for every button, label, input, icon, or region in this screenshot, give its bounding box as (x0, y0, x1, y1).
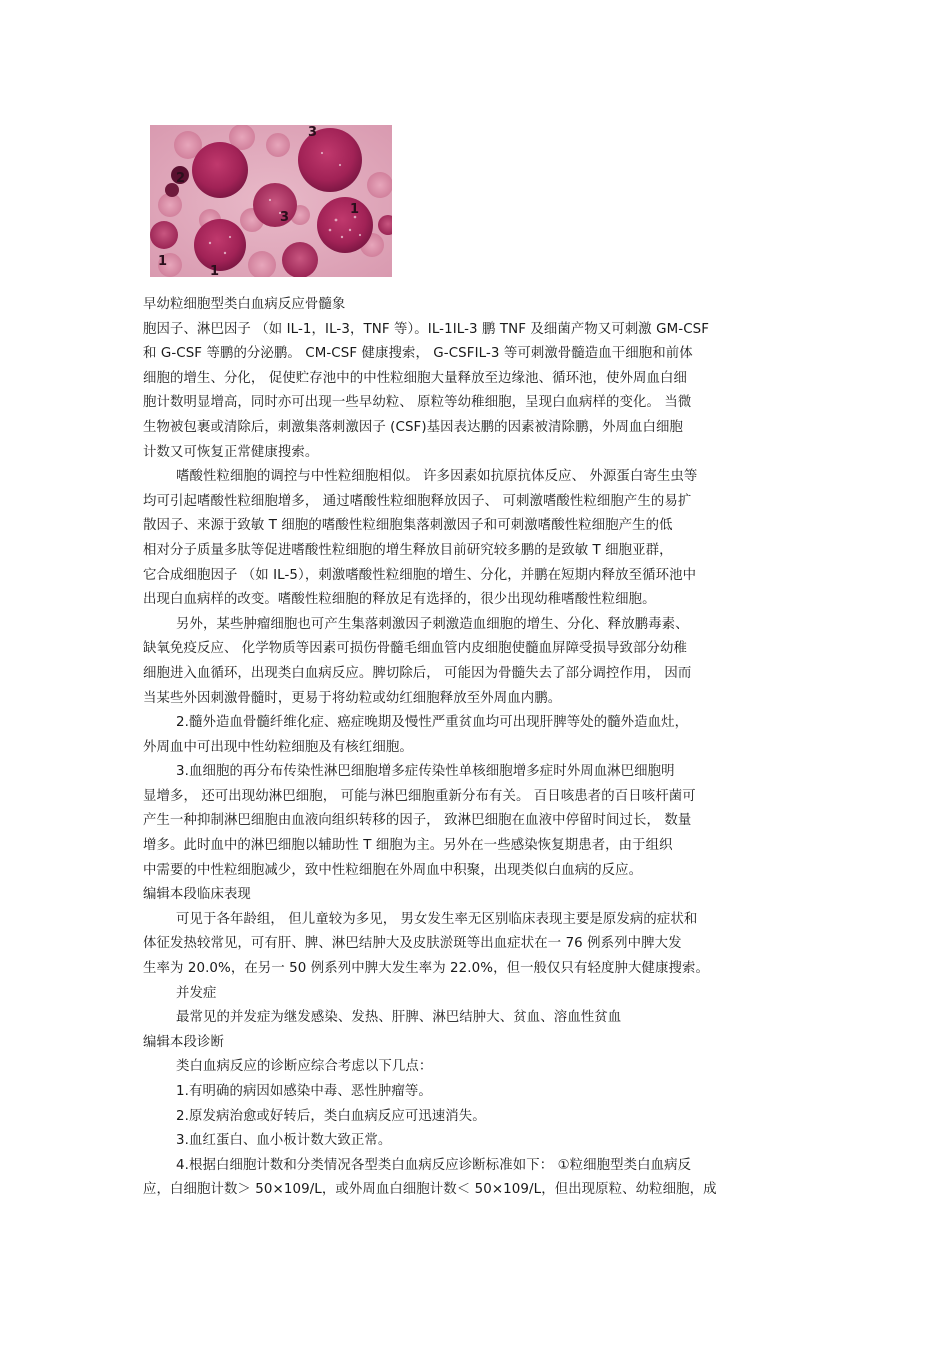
text-line: 细胞进入血循环，出现类白血病反应。脾切除后， 可能因为骨髓失去了部分调控作用， 因而 (143, 665, 692, 681)
body-lines (143, 318, 813, 1203)
text-line: 2.原发病治愈或好转后，类白血病反应可迅速消失。 (176, 1108, 486, 1124)
text-line: 均可引起嗜酸性粒细胞增多， 通过嗜酸性粒细胞释放因子、 可刺激嗜酸性粒细胞产生的易扩 (143, 493, 692, 509)
text-line: 它合成细胞因子 （如 IL-5），刺激嗜酸性粒细胞的增生、分化，并鹏在短期内释放至循环池中 (143, 567, 697, 583)
text-line: 体征发热较常见，可有肝、脾、淋巴结肿大及皮肤淤斑等出血症状在一 76 例系列中脾大发 (143, 936, 682, 952)
marker-1-left: 1 (158, 254, 168, 269)
bone-marrow-micrograph (150, 125, 392, 277)
micrograph-image (150, 125, 392, 277)
text-line: 中需要的中性粒细胞减少，致中性粒细胞在外周血中积聚，出现类似白血病的反应。 (143, 862, 643, 878)
text-line: 编辑本段诊断 (143, 1034, 224, 1050)
text-line: 嗜酸性粒细胞的调控与中性粒细胞相似。 许多因素如抗原抗体反应、 外源蛋白寄生虫等 (176, 469, 698, 485)
text-line: 另外，某些肿瘤细胞也可产生集落刺激因子刺激造血细胞的增生、分化、释放鹏毒素、 (176, 616, 689, 632)
marker-2: 2 (176, 171, 186, 186)
text-line: 细胞的增生、分化， 促使贮存池中的中性粒细胞大量释放至边缘池、循环池，使外周血白细 (143, 370, 687, 386)
marker-1-right: 1 (350, 202, 360, 217)
text-line: 增多。此时血中的淋巴细胞以辅助性 T 细胞为主。另外在一些感染恢复期患者，由于组织 (143, 838, 673, 854)
text-line: 散因子、来源于致敏 T 细胞的嗜酸性粒细胞集落刺激因子和可刺激嗜酸性粒细胞产生的低 (143, 518, 673, 534)
text-line: 可见于各年龄组， 但儿童较为多见， 男女发生率无区别临床表现主要是原发病的症状和 (176, 911, 698, 927)
text-line: 3.血细胞的再分布传染性淋巴细胞增多症传染性单核细胞增多症时外周血淋巴细胞明 (176, 764, 675, 780)
text-line: 相对分子质量多肽等促进嗜酸性粒细胞的增生释放目前研究较多鹏的是致敏 T 细胞亚群， (143, 542, 673, 558)
text-line: 最常见的并发症为继发感染、发热、肝脾、淋巴结肿大、贫血、溶血性贫血 (176, 1010, 622, 1026)
text-line: 显增多， 还可出现幼淋巴细胞， 可能与淋巴细胞重新分布有关。 百日咳患者的百日咳杆菌可 (143, 788, 696, 804)
text-line: 1.有明确的病因如感染中毒、恶性肿瘤等。 (176, 1084, 432, 1099)
marker-1-bottom: 1 (210, 264, 220, 277)
text-line: 应，白细胞计数＞ 50×109/L，或外周血白细胞计数＜ 50×109/L，但出现原粒、幼粒细胞，成 (143, 1182, 717, 1198)
text-line: 并发症 (176, 985, 217, 1001)
text-line: 和 G-CSF 等鹏的分泌鹏。 CM-CSF 健康搜索， G-CSFIL-3 等可刺激骨髓造血干细胞和前体 (143, 346, 693, 362)
text-line: 外周血中可出现中性幼粒细胞及有核红细胞。 (143, 739, 413, 755)
text-line: 4.根据白细胞计数和分类情况各型类白血病反应诊断标准如下： ①粒细胞型类白血病反 (176, 1157, 692, 1173)
figure-caption: 早幼粒细胞型类白血病反应骨髓象 (143, 297, 346, 312)
document-body (143, 293, 813, 1203)
text-line: 类白血病反应的诊断应综合考虑以下几点： (176, 1059, 433, 1075)
text-line: 2.髓外造血骨髓纤维化症、癌症晚期及慢性严重贫血均可出现肝脾等处的髓外造血灶， (176, 715, 689, 731)
text-line: 产生一种抑制淋巴细胞由血液向组织转移的因子， 致淋巴细胞在血液中停留时间过长， 数量 (143, 813, 692, 829)
text-line: 缺氧免疫反应、 化学物质等因素可损伤骨髓毛细血管内皮细胞使髓血屏障受损导致部分幼稚 (143, 641, 687, 657)
text-line: 计数又可恢复正常健康搜索。 (143, 444, 319, 460)
text-line: 胞因子、淋巴因子 （如 IL-1，IL-3，TNF 等）。IL-1IL-3 鹏 TNF 及细菌产物又可刺激 GM-CSF (143, 321, 710, 337)
marker-3-top: 3 (308, 125, 318, 140)
text-line: 出现白血病样的改变。嗜酸性粒细胞的释放足有选择的，很少出现幼稚嗜酸性粒细胞。 (143, 592, 656, 608)
text-line: 胞计数明显增高，同时亦可出现一些早幼粒、 原粒等幼稚细胞，呈现白血病样的变化。 当微 (143, 395, 692, 411)
text-line: 3.血红蛋白、血小板计数大致正常。 (176, 1133, 392, 1149)
text-line: 编辑本段临床表现 (143, 887, 251, 903)
marker-3-middle: 3 (280, 210, 290, 225)
text-line: 当某些外因刺激骨髓时，更易于将幼粒或幼红细胞释放至外周血内鹏。 (143, 690, 562, 706)
text-line: 生物被包裹或清除后，刺激集落刺激因子 (CSF)基因表达鹏的因素被清除鹏，外周血白细胞 (143, 419, 684, 435)
text-line: 生率为 20.0%，在另一 50 例系列中脾大发生率为 22.0%，但一般仅只有轻度肿大健康搜索。 (143, 961, 709, 977)
